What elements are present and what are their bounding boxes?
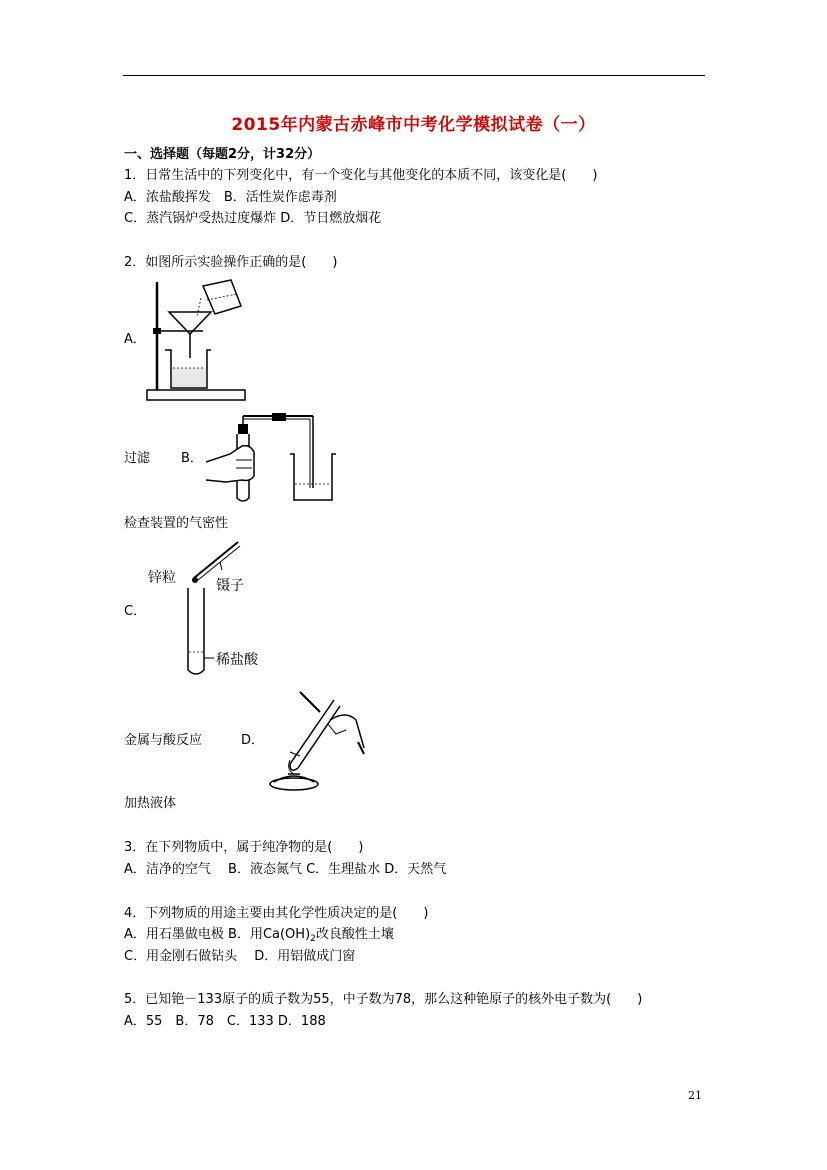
airtightness-figure bbox=[206, 410, 340, 506]
q4-ab-sub: 2 bbox=[310, 934, 316, 944]
q3-stem: 3．在下列物质中，属于纯净物的是( ) bbox=[124, 840, 364, 855]
q4-ab-pre: A．用石墨做电极 B．用Ca(OH) bbox=[124, 927, 311, 942]
filtration-figure bbox=[145, 278, 247, 404]
q5-stem: 5．已知铯－133原子的质子数为55，中子数为78，那么这种铯原子的核外电子数为( ) bbox=[124, 992, 643, 1007]
q4-stem: 4．下列物质的用途主要由其化学性质决定的是( ) bbox=[124, 906, 429, 921]
q2-a-label: A． bbox=[124, 332, 146, 347]
q2-b-label: B． bbox=[181, 451, 203, 466]
heating-liquid-figure bbox=[260, 690, 368, 794]
q1-options-cd: C．蒸汽锅炉受热过度爆炸 D．节日燃放烟花 bbox=[124, 211, 382, 226]
q2-d-caption: 加热液体 bbox=[124, 796, 177, 811]
q1-stem: 1．日常生活中的下列变化中，有一个变化与其他变化的本质不同，该变化是( ) bbox=[124, 168, 598, 183]
q2-b-caption: 检查装置的气密性 bbox=[124, 516, 229, 531]
q5-options: A．55 B．78 C．133 D．188 bbox=[124, 1014, 326, 1029]
q2-d-label: D． bbox=[241, 733, 265, 748]
q2-c-label: C． bbox=[124, 604, 147, 619]
q3-options: A．洁净的空气 B．液态氮气 C．生理盐水 D．天然气 bbox=[124, 862, 447, 877]
page-title: 2015年内蒙古赤峰市中考化学模拟试卷（一） bbox=[231, 115, 596, 135]
q2-a-caption: 过滤 bbox=[124, 451, 151, 466]
acid-label: 稀盐酸 bbox=[216, 652, 258, 668]
header-rule bbox=[123, 75, 705, 76]
q4-options-cd: C．用金刚石做钻头 D．用铝做成门窗 bbox=[124, 949, 356, 964]
q4-options-ab bbox=[124, 927, 394, 947]
q2-c-caption: 金属与酸反应 bbox=[124, 733, 203, 748]
section-heading: 一、选择题（每题2分，计32分） bbox=[124, 147, 321, 162]
page-number: 21 bbox=[688, 1089, 702, 1102]
q2-stem: 2．如图所示实验操作正确的是( ) bbox=[124, 255, 338, 270]
tweezers-label: 镊子 bbox=[216, 578, 244, 594]
q1-options-ab: A．浓盐酸挥发 B．活性炭作虑毒剂 bbox=[124, 190, 337, 205]
zinc-label: 锌粒 bbox=[148, 570, 176, 586]
q4-ab-post: 改良酸性土壤 bbox=[315, 927, 394, 942]
